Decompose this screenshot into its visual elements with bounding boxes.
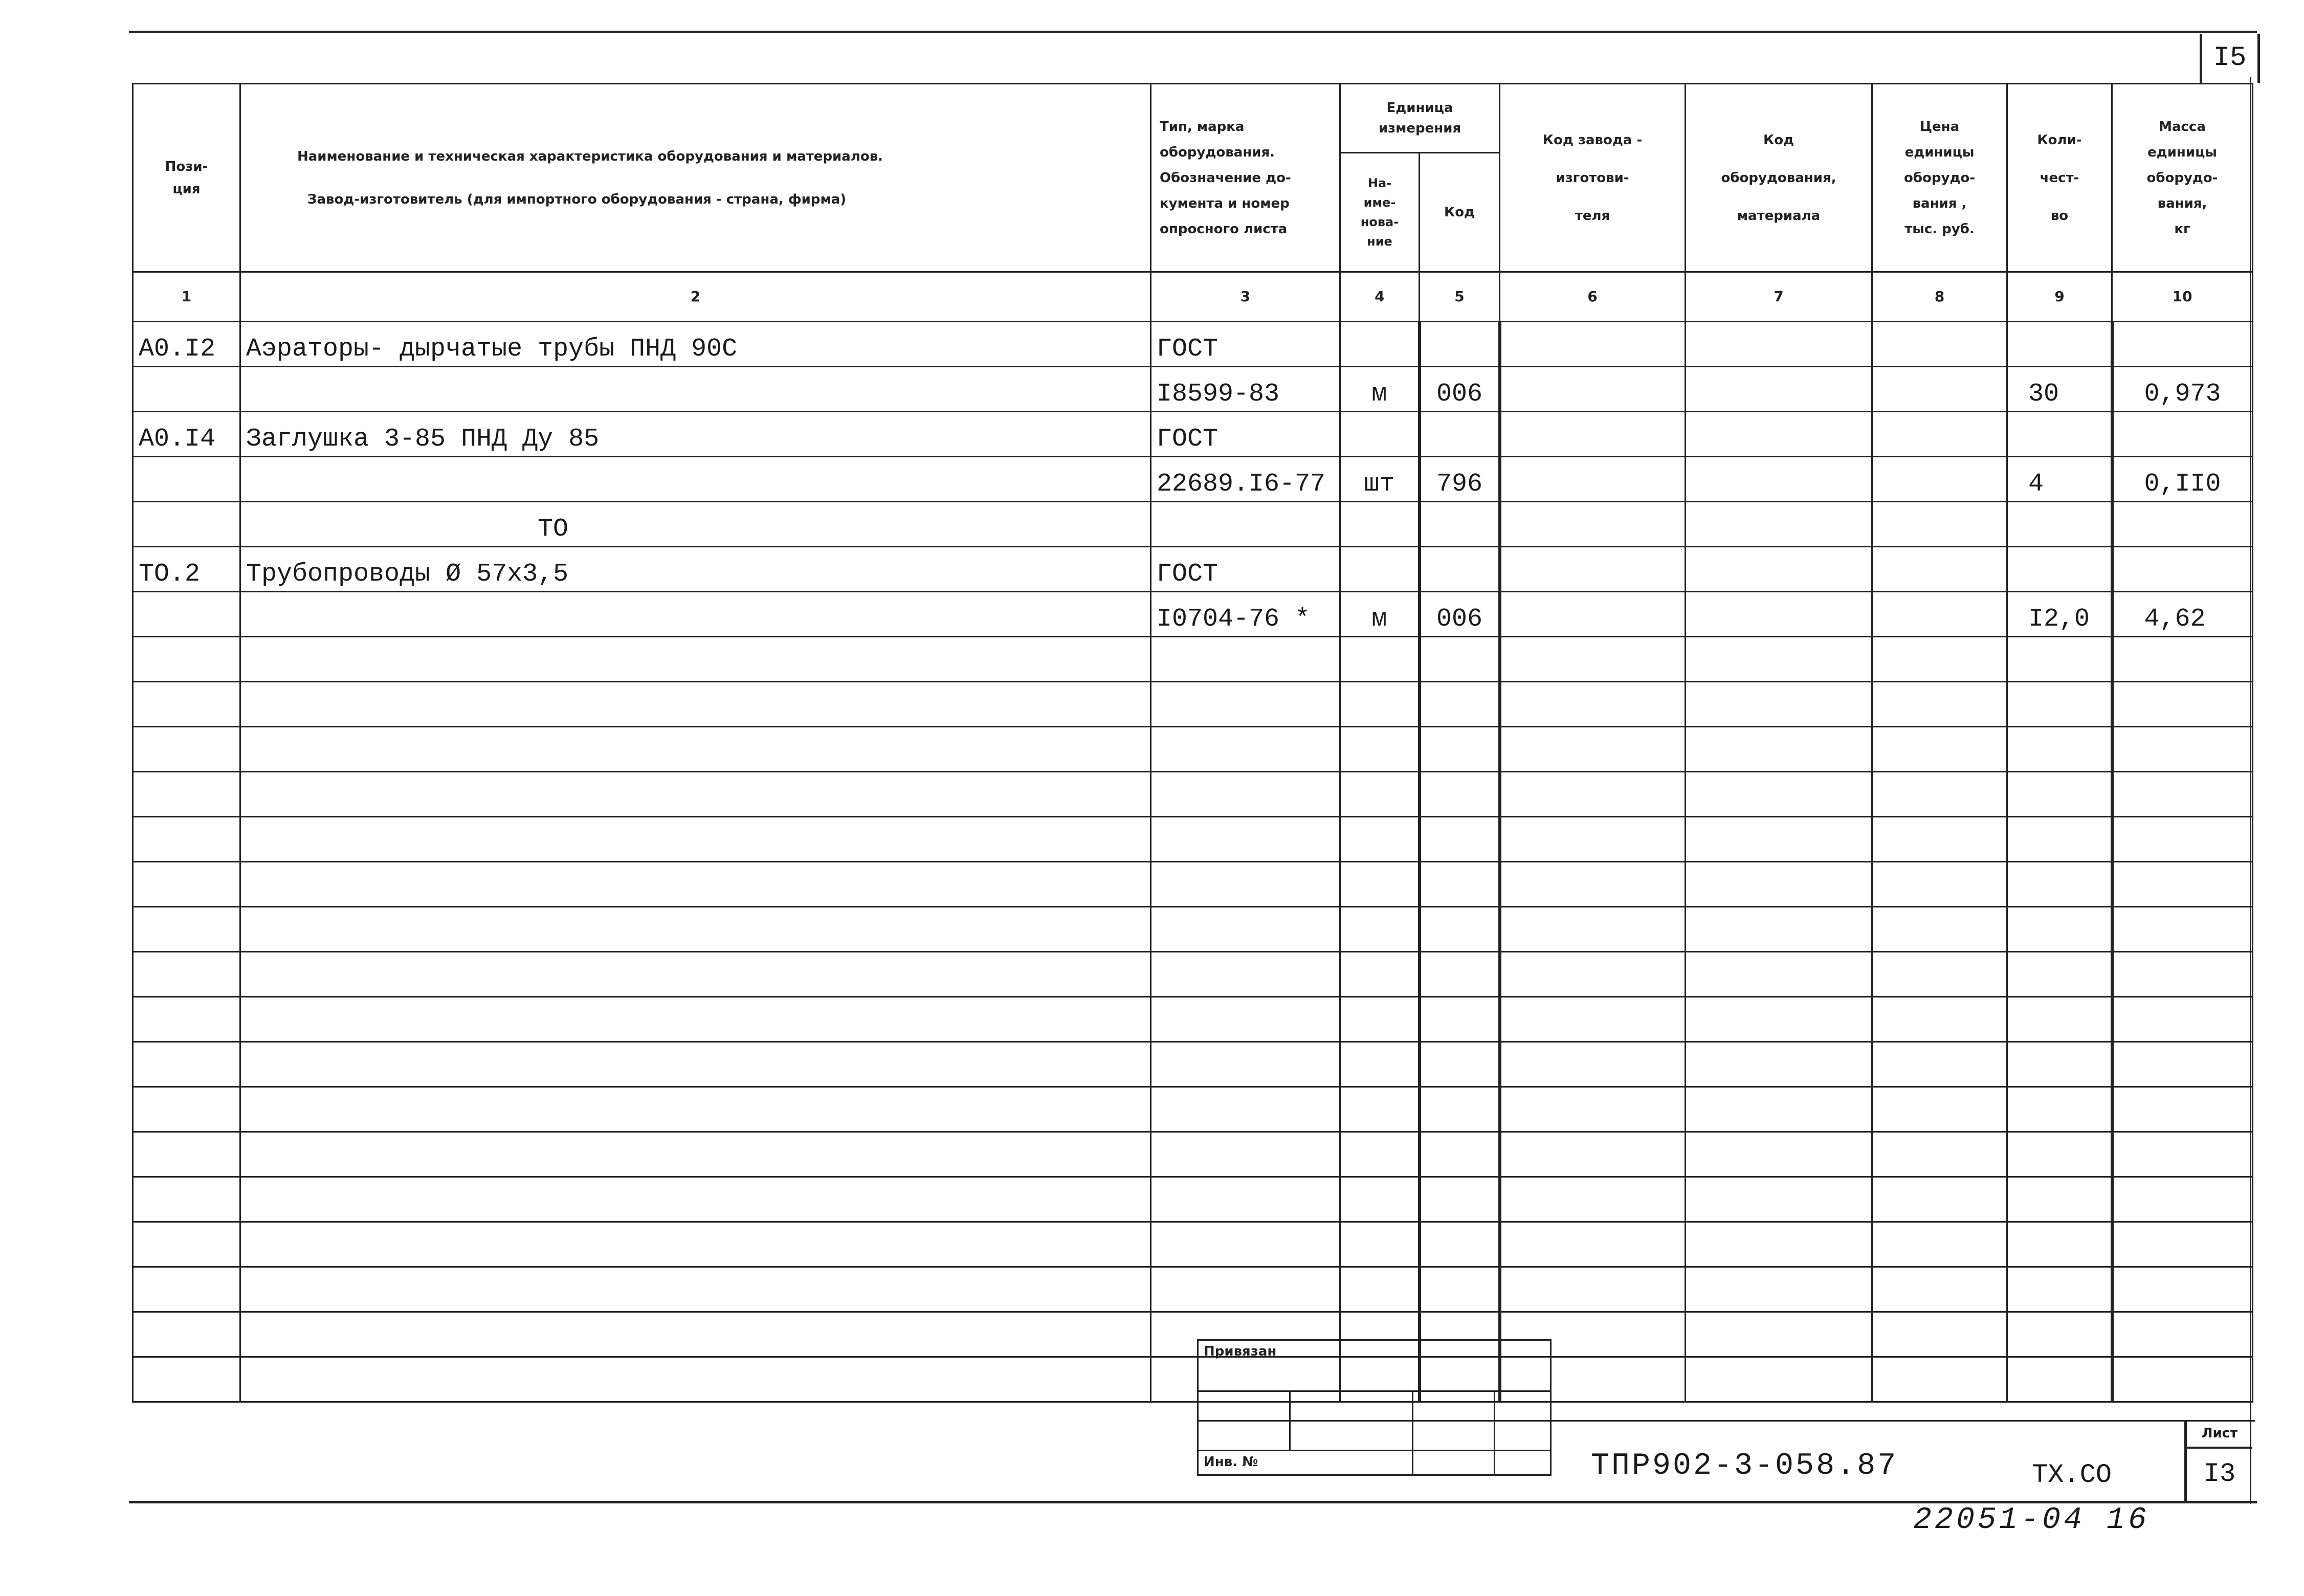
cell-position [133,1222,240,1267]
cell-unit-mass [2112,997,2253,1042]
cell-name [240,862,1151,907]
cell-position [133,817,240,862]
cell-equipment-code [1686,322,1872,367]
cell-unit-price [1872,412,2007,457]
table-row [133,1042,2253,1087]
header-unit-mass: Масса единицы оборудо- вания, кг [2112,84,2253,272]
column-number-3: 3 [1151,272,1340,322]
cell-type [1151,727,1340,772]
cell-plant-code [1500,1177,1686,1222]
cell-unit-code [1420,637,1500,682]
cell-plant-code [1500,997,1686,1042]
cell-unit-name [1340,1132,1420,1177]
cell-type: ГОСТ [1151,547,1340,592]
cell-quantity [2007,1042,2112,1087]
specification-body [133,322,2253,1402]
cell-unit-price [1872,367,2007,412]
cell-unit-name [1340,1087,1420,1132]
column-number-8: 8 [1872,272,2007,322]
cell-unit-price [1872,637,2007,682]
cell-unit-price [1872,457,2007,502]
cell-unit-name: шт [1340,457,1420,502]
cell-unit-price [1872,1177,2007,1222]
cell-unit-name [1340,772,1420,817]
cell-unit-price [1872,502,2007,547]
cell-plant-code [1500,952,1686,997]
cell-type: ГОСТ [1151,412,1340,457]
cell-unit-price [1872,907,2007,952]
cell-unit-name: м [1340,592,1420,637]
cell-position [133,367,240,412]
table-row [133,457,2253,502]
cell-unit-name [1340,1267,1420,1312]
cell-position [133,502,240,547]
cell-position [133,1042,240,1087]
cell-quantity [2007,862,2112,907]
sheet-number-top: I5 [2213,42,2247,74]
cell-unit-price [1872,952,2007,997]
cell-unit-price [1872,1042,2007,1087]
cell-position [133,1087,240,1132]
cell-quantity [2007,547,2112,592]
cell-plant-code [1500,862,1686,907]
stamp-inv-label: Инв. № [1198,1451,1413,1475]
cell-name [240,997,1151,1042]
table-row [133,322,2253,367]
cell-unit-mass [2112,1312,2253,1357]
cell-unit-name: м [1340,367,1420,412]
cell-position [133,997,240,1042]
cell-quantity [2007,1132,2112,1177]
cell-unit-code [1420,682,1500,727]
cell-unit-mass [2112,682,2253,727]
cell-position [133,637,240,682]
specification-table [132,83,2253,1403]
cell-equipment-code [1686,1357,1872,1402]
cell-unit-mass: 0,II0 [2112,457,2253,502]
header-name-line1: Наименование и техническая характеристика оборудования и материалов. [297,148,883,164]
column-number-5: 5 [1420,272,1500,322]
cell-type [1151,952,1340,997]
cell-unit-mass [2112,502,2253,547]
cell-unit-code [1420,322,1500,367]
cell-plant-code [1500,1087,1686,1132]
cell-quantity [2007,1267,2112,1312]
cell-position [133,682,240,727]
table-row [133,1267,2253,1312]
cell-unit-price [1872,727,2007,772]
cell-unit-name [1340,547,1420,592]
table-row [133,862,2253,907]
cell-unit-name [1340,502,1420,547]
table-row [133,772,2253,817]
table-row [133,907,2253,952]
table-row [133,412,2253,457]
cell-unit-code [1420,1132,1500,1177]
cell-name [240,1042,1151,1087]
header-unit-group: Единица измерения [1340,84,1500,153]
cell-quantity [2007,1177,2112,1222]
cell-unit-mass [2112,907,2253,952]
column-number-row [133,272,2253,322]
cell-plant-code [1500,1132,1686,1177]
cell-unit-mass [2112,862,2253,907]
cell-equipment-code [1686,862,1872,907]
cell-plant-code [1500,1267,1686,1312]
cell-unit-code [1420,1222,1500,1267]
cell-quantity [2007,727,2112,772]
cell-unit-price [1872,1267,2007,1312]
header-unit-code: Код [1420,153,1500,272]
cell-unit-name [1340,907,1420,952]
cell-plant-code [1500,457,1686,502]
cell-plant-code [1500,322,1686,367]
cell-position [133,1312,240,1357]
cell-quantity [2007,1357,2112,1402]
cell-equipment-code [1686,592,1872,637]
table-row [133,502,2253,547]
cell-unit-code [1420,862,1500,907]
table-row [133,997,2253,1042]
cell-type [1151,637,1340,682]
cell-plant-code [1500,547,1686,592]
cell-unit-mass [2112,1087,2253,1132]
cell-equipment-code [1686,457,1872,502]
cell-position: ТО.2 [133,547,240,592]
cell-type [1151,1042,1340,1087]
cell-position [133,1177,240,1222]
cell-unit-code [1420,1087,1500,1132]
cell-name [240,952,1151,997]
cell-unit-name [1340,1042,1420,1087]
cell-equipment-code [1686,1132,1872,1177]
cell-equipment-code [1686,367,1872,412]
header-name-line2: Завод-изготовитель (для импортного оборудования - страна, фирма) [307,191,847,207]
inventory-number: 22051-04 16 [1913,1503,2150,1538]
cell-name [240,637,1151,682]
cell-unit-price [1872,1087,2007,1132]
cell-equipment-code [1686,1267,1872,1312]
cell-position [133,907,240,952]
cell-unit-name [1340,727,1420,772]
cell-unit-mass [2112,322,2253,367]
table-row [133,952,2253,997]
cell-type [1151,1177,1340,1222]
column-number-6: 6 [1500,272,1686,322]
cell-plant-code [1500,412,1686,457]
cell-type: 22689.I6-77 [1151,457,1340,502]
cell-type [1151,1222,1340,1267]
cell-unit-name [1340,682,1420,727]
cell-unit-price [1872,592,2007,637]
cell-unit-mass [2112,772,2253,817]
cell-unit-name [1340,322,1420,367]
cell-type [1151,502,1340,547]
cell-plant-code [1500,682,1686,727]
cell-equipment-code [1686,907,1872,952]
table-row [133,817,2253,862]
cell-unit-mass: 0,973 [2112,367,2253,412]
cell-unit-name [1340,952,1420,997]
cell-unit-code [1420,772,1500,817]
cell-plant-code [1500,817,1686,862]
cell-quantity [2007,952,2112,997]
cell-unit-price [1872,682,2007,727]
header-type: Тип, марка оборудования. Обозначение до- кумента и номер опросного листа [1151,84,1340,272]
cell-unit-mass: 4,62 [2112,592,2253,637]
header-unit-price: Цена единицы оборудо- вания , тыс. руб. [1872,84,2007,272]
cell-name [240,1312,1151,1357]
cell-equipment-code [1686,412,1872,457]
cell-type: ГОСТ [1151,322,1340,367]
sheet-label: Лист [2187,1420,2252,1449]
cell-name: Заглушка 3-85 ПНД Ду 85 [240,412,1151,457]
cell-equipment-code [1686,1222,1872,1267]
cell-type [1151,817,1340,862]
cell-unit-code [1420,1267,1500,1312]
cell-quantity [2007,502,2112,547]
cell-name [240,1177,1151,1222]
cell-unit-code [1420,502,1500,547]
cell-unit-code [1420,547,1500,592]
cell-name [240,772,1151,817]
cell-quantity: I2,0 [2007,592,2112,637]
header-equipment-code: Код оборудования, материала [1686,84,1872,272]
cell-name [240,367,1151,412]
table-row [133,1132,2253,1177]
cell-type [1151,907,1340,952]
cell-equipment-code [1686,1177,1872,1222]
cell-name [240,907,1151,952]
cell-unit-code [1420,1042,1500,1087]
cell-type: I8599-83 [1151,367,1340,412]
cell-plant-code [1500,907,1686,952]
document-section: TX.CO [2032,1460,2112,1490]
cell-quantity [2007,772,2112,817]
cell-quantity: 30 [2007,367,2112,412]
cell-type: I0704-76 * [1151,592,1340,637]
cell-quantity [2007,412,2112,457]
cell-equipment-code [1686,997,1872,1042]
approval-stamp [1197,1339,1552,1476]
table-row [133,1222,2253,1267]
cell-unit-name [1340,1222,1420,1267]
cell-equipment-code [1686,547,1872,592]
cell-position [133,1267,240,1312]
cell-unit-price [1872,1357,2007,1402]
cell-unit-mass [2112,1267,2253,1312]
cell-unit-code [1420,1177,1500,1222]
table-row [133,1312,2253,1357]
sheet-value: I3 [2203,1459,2236,1489]
cell-unit-code [1420,817,1500,862]
cell-unit-mass [2112,1132,2253,1177]
cell-unit-mass [2112,1357,2253,1402]
header-unit-name: На- име- нова- ние [1340,153,1420,272]
cell-unit-name [1340,1177,1420,1222]
document-designation: ТПР902-3-058.87 [1591,1449,1898,1483]
cell-plant-code [1500,727,1686,772]
cell-name [240,682,1151,727]
cell-unit-name [1340,862,1420,907]
cell-quantity [2007,907,2112,952]
cell-quantity [2007,817,2112,862]
cell-unit-price [1872,1132,2007,1177]
cell-unit-code [1420,727,1500,772]
cell-unit-mass [2112,1042,2253,1087]
cell-position [133,952,240,997]
table-row [133,367,2253,412]
cell-position [133,862,240,907]
cell-unit-price [1872,1312,2007,1357]
column-number-1: 1 [133,272,240,322]
cell-unit-price [1872,862,2007,907]
cell-unit-mass [2112,817,2253,862]
sheet-number-box [2200,34,2260,83]
cell-unit-mass [2112,412,2253,457]
cell-unit-price [1872,817,2007,862]
column-number-10: 10 [2112,272,2253,322]
cell-equipment-code [1686,817,1872,862]
cell-position [133,592,240,637]
cell-unit-mass [2112,637,2253,682]
cell-position [133,727,240,772]
header-plant-code: Код завода - изготови- теля [1500,84,1686,272]
column-number-2: 2 [240,272,1151,322]
table-row [133,682,2253,727]
cell-equipment-code [1686,727,1872,772]
cell-type [1151,1267,1340,1312]
cell-equipment-code [1686,952,1872,997]
cell-quantity [2007,997,2112,1042]
cell-unit-code [1420,952,1500,997]
cell-position: A0.I4 [133,412,240,457]
cell-name [240,1132,1151,1177]
cell-unit-price [1872,997,2007,1042]
cell-unit-code [1420,997,1500,1042]
cell-name: Аэраторы- дырчатые трубы ПНД 90С [240,322,1151,367]
column-number-4: 4 [1340,272,1420,322]
cell-name [240,1357,1151,1402]
cell-unit-price [1872,772,2007,817]
cell-plant-code [1500,637,1686,682]
cell-type [1151,1087,1340,1132]
cell-unit-mass [2112,952,2253,997]
table-row [133,1177,2253,1222]
table-row [133,592,2253,637]
cell-equipment-code [1686,772,1872,817]
cell-quantity [2007,637,2112,682]
cell-unit-mass [2112,547,2253,592]
cell-quantity: 4 [2007,457,2112,502]
cell-quantity [2007,1087,2112,1132]
sheet-box [2184,1420,2252,1501]
cell-plant-code [1500,502,1686,547]
table-row [133,547,2253,592]
cell-unit-code [1420,412,1500,457]
cell-type [1151,1132,1340,1177]
cell-name [240,727,1151,772]
header-quantity: Коли- чест- во [2007,84,2112,272]
title-block-top-line [1550,1420,2255,1422]
cell-unit-mass [2112,1177,2253,1222]
cell-name: ТО [240,502,1151,547]
cell-name [240,1267,1151,1312]
cell-unit-name [1340,817,1420,862]
column-number-7: 7 [1686,272,1872,322]
cell-unit-code: 796 [1420,457,1500,502]
cell-position: A0.I2 [133,322,240,367]
table-row [133,1357,2253,1402]
cell-equipment-code [1686,1042,1872,1087]
top-border-line [129,31,2257,33]
cell-plant-code [1500,367,1686,412]
cell-position [133,772,240,817]
cell-equipment-code [1686,682,1872,727]
cell-position [133,1132,240,1177]
cell-name [240,457,1151,502]
cell-name [240,817,1151,862]
cell-unit-mass [2112,1222,2253,1267]
cell-plant-code [1500,1042,1686,1087]
cell-position [133,457,240,502]
cell-quantity [2007,1312,2112,1357]
cell-type [1151,682,1340,727]
cell-plant-code [1500,772,1686,817]
cell-unit-name [1340,997,1420,1042]
cell-unit-price [1872,322,2007,367]
header-name [240,84,1151,272]
cell-name [240,592,1151,637]
cell-name: Трубопроводы Ø 57х3,5 [240,547,1151,592]
cell-unit-price [1872,1222,2007,1267]
cell-unit-name [1340,412,1420,457]
cell-quantity [2007,682,2112,727]
cell-equipment-code [1686,1087,1872,1132]
cell-plant-code [1500,1222,1686,1267]
cell-type [1151,862,1340,907]
table-row [133,637,2253,682]
cell-quantity [2007,322,2112,367]
cell-unit-mass [2112,727,2253,772]
cell-name [240,1087,1151,1132]
cell-plant-code [1500,592,1686,637]
header-position: Пози- ция [133,84,240,272]
cell-unit-name [1340,637,1420,682]
cell-equipment-code [1686,637,1872,682]
cell-quantity [2007,1222,2112,1267]
cell-unit-code: 006 [1420,367,1500,412]
table-row [133,727,2253,772]
cell-unit-price [1872,547,2007,592]
cell-unit-code [1420,907,1500,952]
cell-position [133,1357,240,1402]
cell-type [1151,997,1340,1042]
cell-type [1151,772,1340,817]
cell-equipment-code [1686,1312,1872,1357]
table-row [133,1087,2253,1132]
cell-name [240,1222,1151,1267]
cell-equipment-code [1686,502,1872,547]
column-number-9: 9 [2007,272,2112,322]
cell-unit-code: 006 [1420,592,1500,637]
stamp-attached-label: Привязан [1198,1340,1551,1391]
